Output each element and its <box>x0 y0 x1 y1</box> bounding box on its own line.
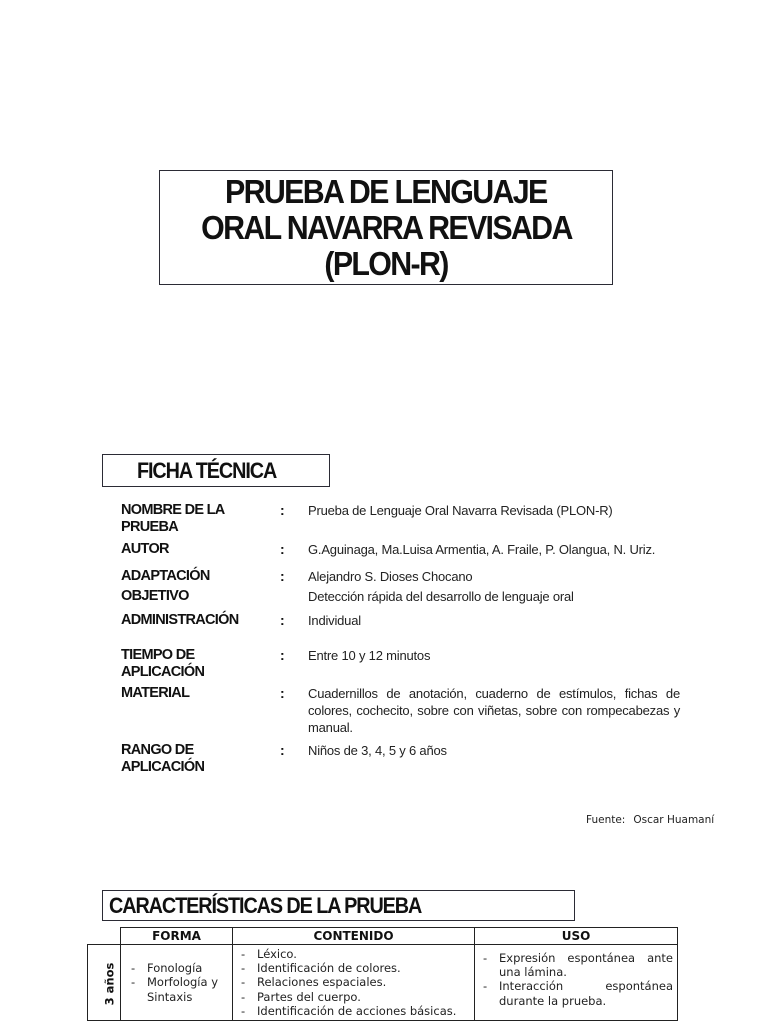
list-item: - Partes del cuerpo. <box>241 990 470 1004</box>
source-note <box>586 814 714 826</box>
table-row <box>88 945 678 1021</box>
list-item: - Identificación de colores. <box>241 961 470 975</box>
ficha-value-rango: Niños de 3, 4, 5 y 6 años <box>308 743 447 758</box>
ficha-label-adaptacion: ADAPTACIÓN <box>121 568 210 584</box>
list-item: - Fonología <box>131 961 228 975</box>
column-header-contenido: CONTENIDO <box>233 928 475 945</box>
list-item: - Relaciones espaciales. <box>241 975 470 989</box>
column-header-uso: USO <box>475 928 678 945</box>
ficha-tecnica-heading: FICHA TÉCNICA <box>137 457 277 483</box>
ficha-colon: : <box>280 647 285 663</box>
caracteristicas-table <box>87 927 678 1021</box>
ficha-colon: : <box>280 541 285 557</box>
age-cell <box>88 945 121 1021</box>
list-item: - Interacción espontánea durante la prueba. <box>483 979 673 1007</box>
list-item: - Morfología y Sintaxis <box>131 975 228 1003</box>
table-corner-cell <box>88 928 121 945</box>
ficha-colon: : <box>280 742 285 758</box>
age-label: 3 años <box>102 962 117 1006</box>
caracteristicas-heading: CARACTERÍSTICAS DE LA PRUEBA <box>109 892 422 918</box>
title-line-1: PRUEBA DE LENGUAJE <box>225 172 547 210</box>
ficha-label-objetivo: OBJETIVO <box>121 588 189 604</box>
list-item: - Identificación de acciones básicas. <box>241 1004 470 1018</box>
ficha-colon: : <box>280 502 285 518</box>
list-item: - Léxico. <box>241 947 470 961</box>
forma-cell <box>121 945 233 1021</box>
ficha-value-objetivo: Detección rápida del desarrollo de lenguaje oral <box>308 589 574 604</box>
ficha-value-tiempo: Entre 10 y 12 minutos <box>308 648 431 663</box>
ficha-label-material: MATERIAL <box>121 685 190 701</box>
source-label: Fuente: <box>586 814 626 826</box>
caracteristicas-heading-box <box>102 890 575 921</box>
title-line-3: (PLON-R) <box>324 244 448 282</box>
ficha-label-rango: RANGO DE APLICACIÓN <box>121 742 205 775</box>
list-item: - Expresión espontánea ante una lámina. <box>483 951 673 979</box>
ficha-value-autor: G.Aguinaga, Ma.Luisa Armentia, A. Fraile, P. Olangua, N. Uriz. <box>308 542 656 557</box>
ficha-label-administracion: ADMINISTRACIÓN <box>121 612 239 628</box>
ficha-colon: : <box>280 612 285 628</box>
ficha-colon: : <box>280 685 285 701</box>
ficha-label-nombre: NOMBRE DE LA PRUEBA <box>121 502 225 535</box>
ficha-tecnica-heading-box <box>102 454 330 487</box>
table-header-row <box>88 928 678 945</box>
ficha-value-material: Cuadernillos de anotación, cuaderno de estímulos, fichas de colores, cochecito, sobre con viñetas, sobre con rompecabezas y manual. <box>308 686 680 735</box>
title-line-2: ORAL NAVARRA REVISADA <box>200 208 572 246</box>
column-header-forma: FORMA <box>121 928 233 945</box>
ficha-value-administracion: Individual <box>308 613 361 628</box>
ficha-value-adaptacion: Alejandro S. Dioses Chocano <box>308 569 473 584</box>
ficha-label-tiempo: TIEMPO DE APLICACIÓN <box>121 647 205 680</box>
source-author: Oscar Huamaní <box>633 814 715 826</box>
uso-cell <box>475 945 678 1021</box>
document-title-box <box>159 170 613 285</box>
contenido-cell <box>233 945 475 1021</box>
ficha-label-autor: AUTOR <box>121 541 169 557</box>
ficha-colon: : <box>280 568 285 584</box>
ficha-value-nombre: Prueba de Lenguaje Oral Navarra Revisada (PLON-R) <box>308 503 613 518</box>
